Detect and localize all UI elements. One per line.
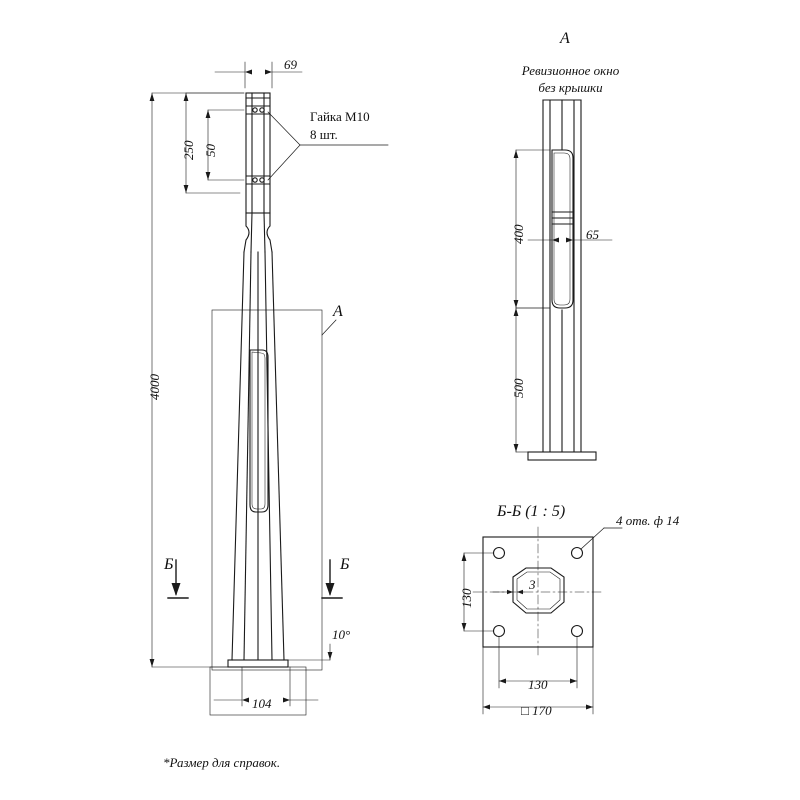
section-bb-title: Б-Б (1 : 5) xyxy=(497,503,566,520)
callout-4-holes: 4 отв. ф 14 xyxy=(616,513,680,528)
callout-nut-qty: 8 шт. xyxy=(310,127,338,142)
dim-total-height-4000: 4000 xyxy=(147,374,162,400)
dim-to-base-500: 500 xyxy=(511,378,526,398)
dim-plate-size-170: □ 170 xyxy=(521,703,552,718)
dim-base-angle-10deg: 10° xyxy=(332,627,351,642)
dim-window-width-65: 65 xyxy=(586,227,599,242)
callout-section-b-right: Б xyxy=(340,556,350,573)
dim-upper-250: 250 xyxy=(181,140,196,160)
footnote-reference-dimension: *Размер для справок. xyxy=(163,755,281,770)
dim-bolt-spacing-horizontal-130: 130 xyxy=(528,677,548,692)
view-a-title: А xyxy=(560,30,570,47)
dim-base-width-104: 104 xyxy=(252,696,272,711)
dim-bolt-spacing-vertical-130: 130 xyxy=(459,588,474,608)
view-a-caption-line1: Ревизионное окно xyxy=(521,63,620,78)
view-a-caption-line2: без крышки xyxy=(538,80,603,95)
callout-section-a: А xyxy=(333,303,343,320)
dim-window-height-400: 400 xyxy=(511,224,526,244)
dim-wall-thickness-3: 3 xyxy=(529,577,536,592)
dim-top-width-69: 69 xyxy=(284,57,297,72)
callout-nut-m10: Гайка М10 xyxy=(310,109,370,124)
callout-section-b-left: Б xyxy=(164,556,174,573)
dim-bolt-spacing-50: 50 xyxy=(203,144,218,157)
